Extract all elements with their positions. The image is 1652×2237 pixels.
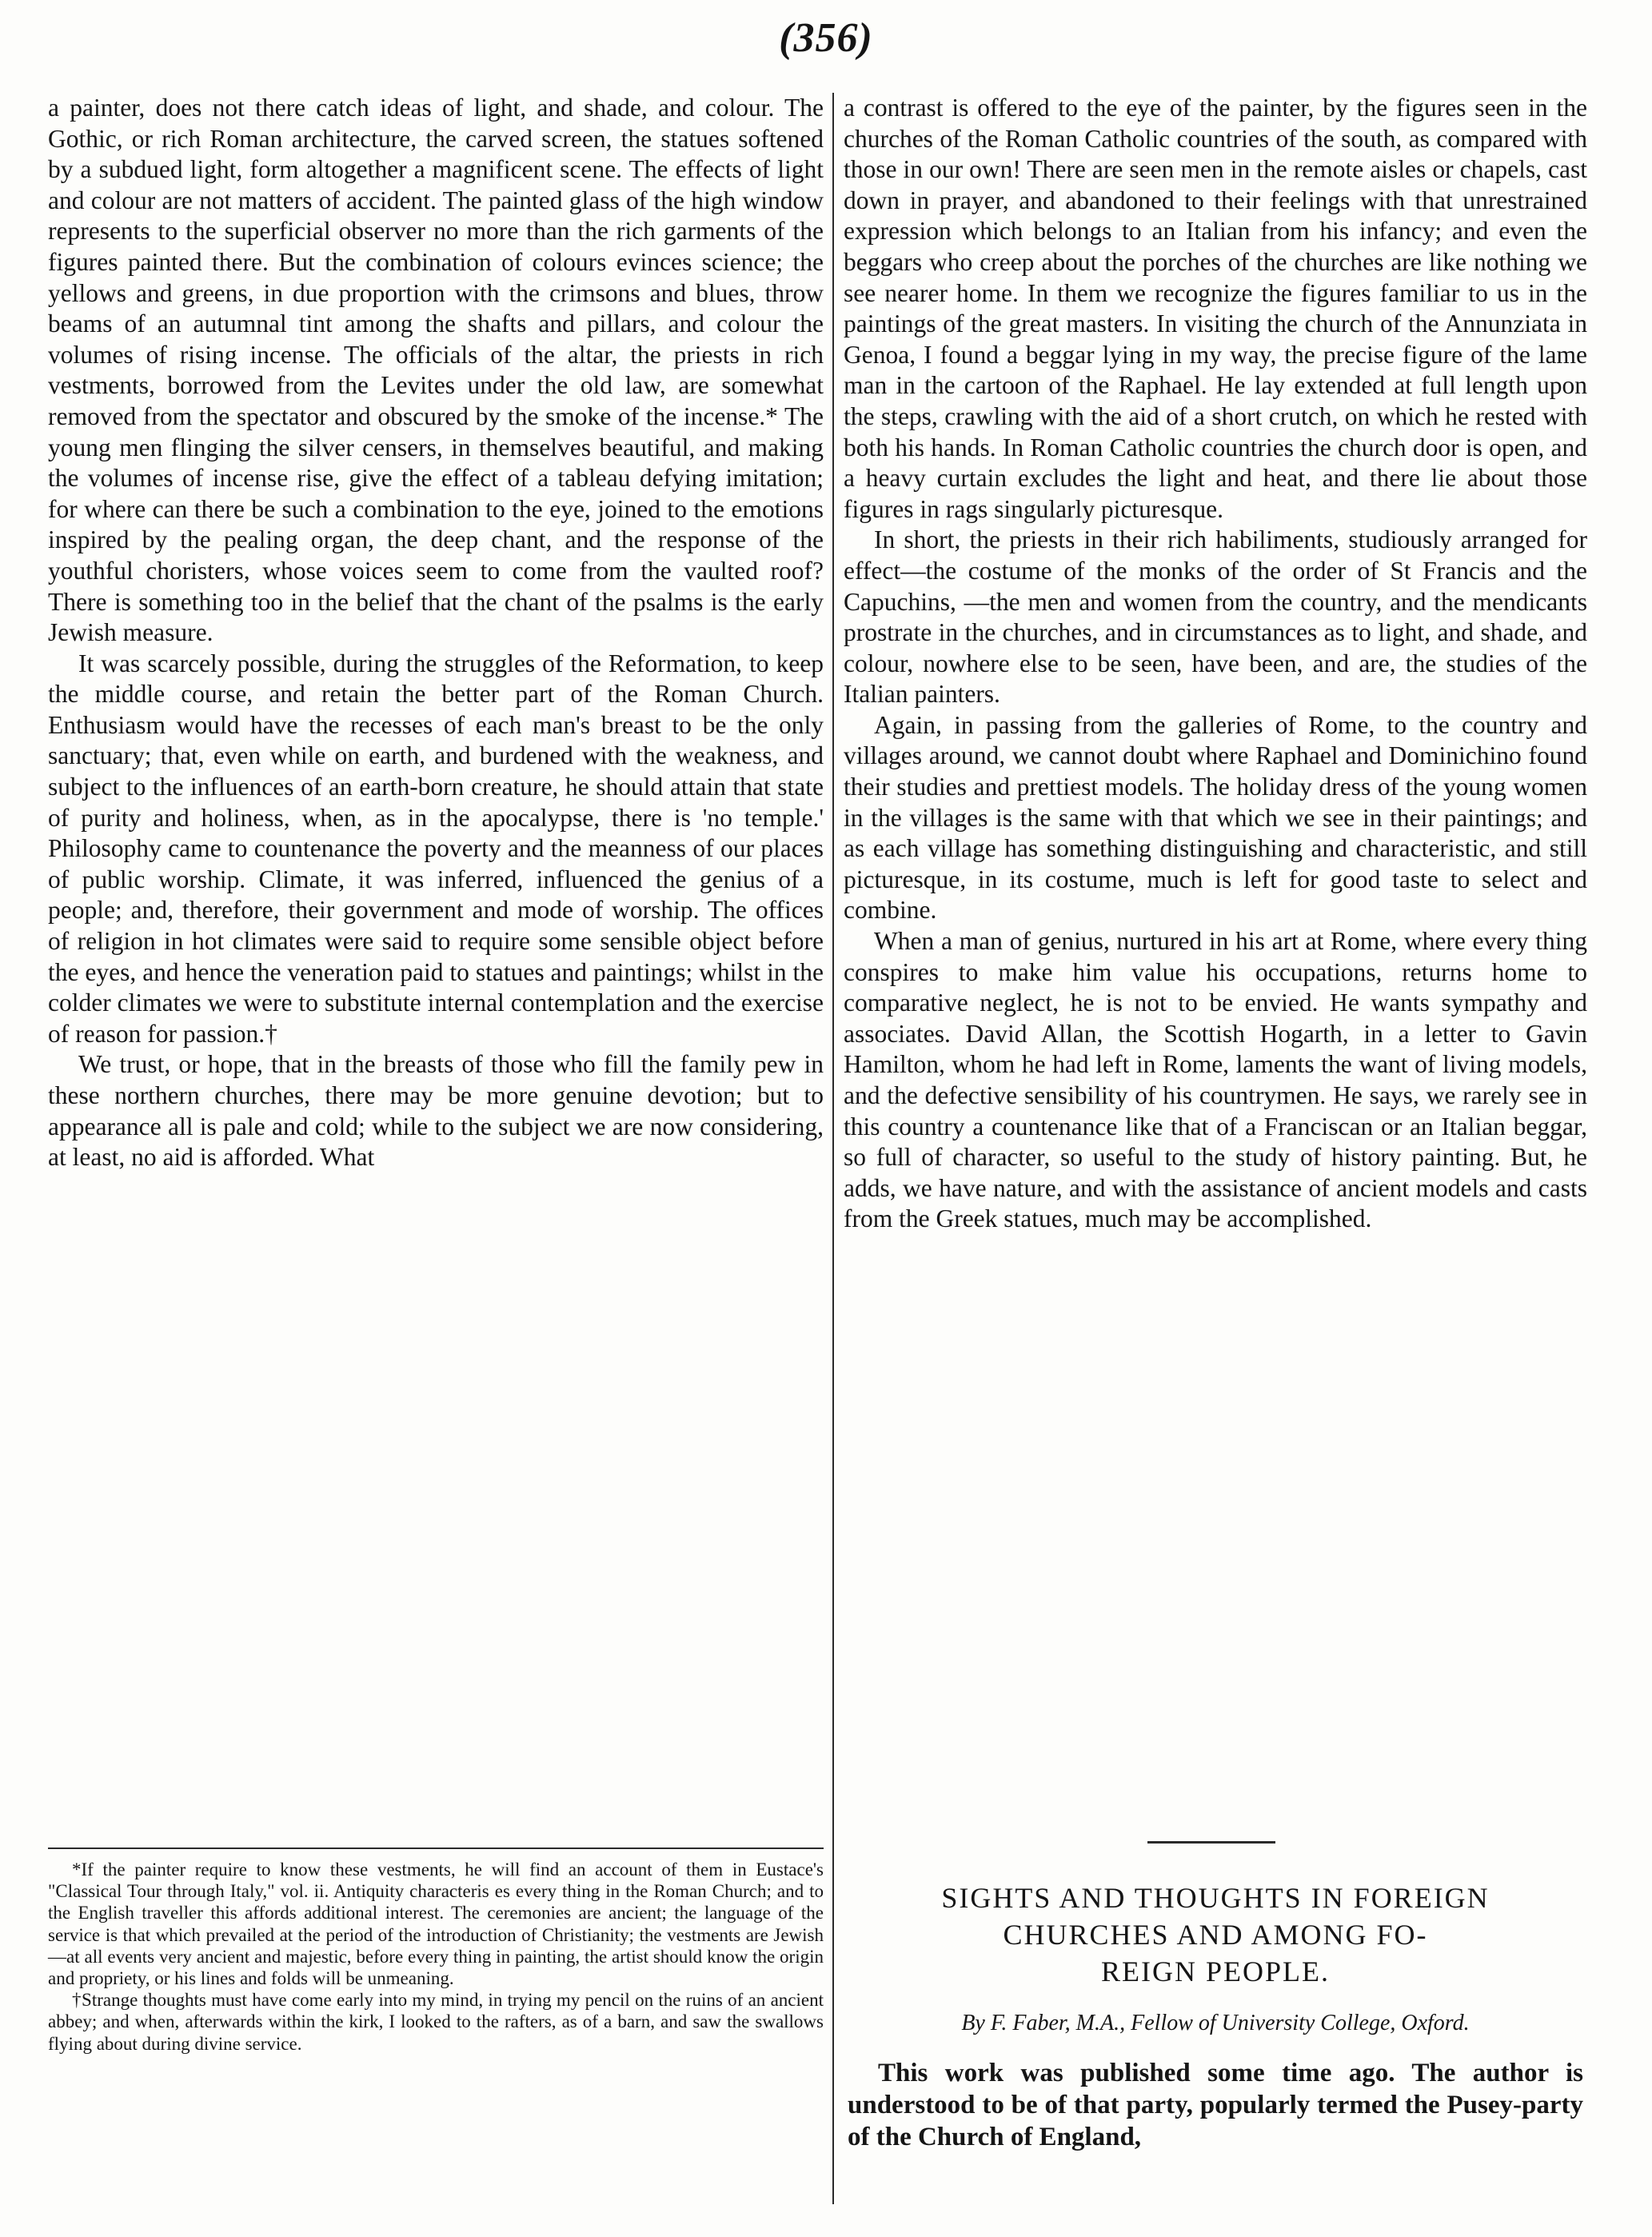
- review-title-line-1: SIGHTS AND THOUGHTS IN FOREIGN: [941, 1882, 1490, 1914]
- column-divider: [832, 93, 834, 2204]
- left-column: [48, 93, 824, 1173]
- right-paragraph-2: In short, the priests in their rich habiliments, studiously arranged for effect—the costume of the monks of the order of St Francis and the Capuchins, —the men and women from the country, and the mendicants prostrate in the churches, and in circumstances as to light, and shade, and colour, nowhere else to be seen, have been, and are, the studies of the Italian painters.: [844, 525, 1587, 709]
- right-paragraph-1: a contrast is offered to the eye of the painter, by the figures seen in the churches of the Roman Catholic countries of the south, as compared with those in our own! There are seen men in the remote aisles or chapels, cast down in prayer, and abandoned to their feelings with that unrestrained expression which belongs to an Italian from his infancy; and even the beggars who creep about the porches of the churches are like nothing we see nearer home. In them we recognize the figures familiar to us in the paintings of the great masters. In visiting the church of the Annunziata in Genoa, I found a beggar lying in my way, the precise figure of the lame man in the cartoon of the Raphael. He lay extended at full length upon the steps, crawling with the aid of a short crutch, on which he rested with both his hands. In Roman Catholic countries the church door is open, and a heavy curtain excludes the light and heat, and there lie about those figures in rags singularly picturesque.: [844, 94, 1587, 523]
- section-divider: [1147, 1841, 1275, 1844]
- page-number: (356): [779, 15, 873, 61]
- review-byline: By F. Faber, M.A., Fellow of University College, Oxford.: [961, 2011, 1470, 2035]
- right-paragraph-3: Again, in passing from the galleries of Rome, to the country and villages around, we cannot doubt where Raphael and Dominichino found their studies and prettiest models. The holiday dress of the young women in the villages is the same with that which we see in their paintings; and as each village has something distinguishing and characteristic, and still picturesque, in its costume, much is left for good taste to select and combine.: [844, 710, 1587, 925]
- footnote-dagger: †Strange thoughts must have come early into my mind, in trying my pencil on the ruins of an ancient abbey; and when, afterwards within the kirk, I looked to the rafters, as of a barn, and saw the swallows flying about during divine service.: [48, 1990, 824, 2054]
- left-paragraph-2: It was scarcely possible, during the struggles of the Reformation, to keep the middle course, and retain the better part of the Roman Church. Enthusiasm would have the recesses of each man's breast to be the only sanctuary; that, even while on earth, and burdened with the weakness, and subject to the influences of an earth-born creature, he should attain that state of purity and holiness, when, as in the apocalypse, there is 'no temple.' Philosophy came to countenance the poverty and the meanness of our places of public worship. Climate, it was inferred, influenced the genius of a people; and, therefore, their government and mode of worship. The offices of religion in hot climates were said to require some sensible object before the eyes, and hence the veneration paid to statues and paintings; whilst in the colder climates we were to substitute internal contemplation and the exercise of reason for passion.†: [48, 649, 824, 1048]
- review-title: [848, 1879, 1583, 1990]
- left-paragraph-3: We trust, or hope, that in the breasts of those who fill the family pew in these northern churches, there may be more genuine devotion; but to appearance all is pale and cold; while to the subject we are now considering, at least, no aid is afforded. What: [48, 1050, 824, 1172]
- review-body: This work was published some time ago. The author is understood to be of that party, popularly termed the Pusey-party of the Church of England,: [848, 2059, 1583, 2151]
- footnote-asterisk: *If the painter require to know these vestments, he will find an account of them in Eustace's "Classical Tour through Italy," vol. ii. Antiquity characteris es every thing in the Roman Church; and to the English traveller this affords additional interest. The ceremonies are ancient; the language of the service is that which prevailed at the period of the introduction of Christianity; the vestments are Jewish—at all events very ancient and majestic, before every thing in painting, the artist should know the origin and propriety, or his lines and folds will be unmeaning.: [48, 1860, 824, 1989]
- review-title-line-2: CHURCHES AND AMONG FO-: [1003, 1919, 1428, 1951]
- right-column: [844, 93, 1587, 1235]
- review-title-line-3: REIGN PEOPLE.: [1101, 1955, 1330, 1987]
- left-paragraph-1: a painter, does not there catch ideas of light, and shade, and colour. The Gothic, or rich Roman architecture, the carved screen, the statues softened by a subdued light, form altogether a magnificent scene. The effects of light and colour are not matters of accident. The painted glass of the high window represents to the superficial observer no more than the rich garments of the figures painted there. But the combination of colours evinces science; the yellows and greens, in due proportion with the crimsons and blues, throw beams of an autumnal tint among the shafts and pillars, and colour the volumes of rising incense. The officials of the altar, the priests in rich vestments, borrowed from the Levites under the old law, are somewhat removed from the spectator and obscured by the smoke of the incense.* The young men flinging the silver censers, in themselves beautiful, and making the volumes of incense rise, give the effect of a tableau defying imitation; for where can there be such a combination to the eye, joined to the emotions inspired by the pealing organ, the deep chant, and the response of the youthful choristers, whose voices seem to come from the vaulted roof? There is something too in the belief that the chant of the psalms is the early Jewish measure.: [48, 94, 824, 647]
- footnotes: [48, 1848, 824, 2055]
- right-paragraph-4: When a man of genius, nurtured in his art at Rome, where every thing conspires to make him value his occupations, returns home to comparative neglect, he is not to be envied. He wants sympathy and associates. David Allan, the Scottish Hogarth, in a letter to Gavin Hamilton, whom he had left in Rome, laments the want of living models, and the defective sensibility of his countrymen. He says, we rarely see in this country a countenance like that of a Franciscan or an Italian beggar, so full of character, so useful to the study of history painting. But, he adds, we have nature, and with the assistance of ancient models and casts from the Greek statues, much may be accomplished.: [844, 927, 1587, 1233]
